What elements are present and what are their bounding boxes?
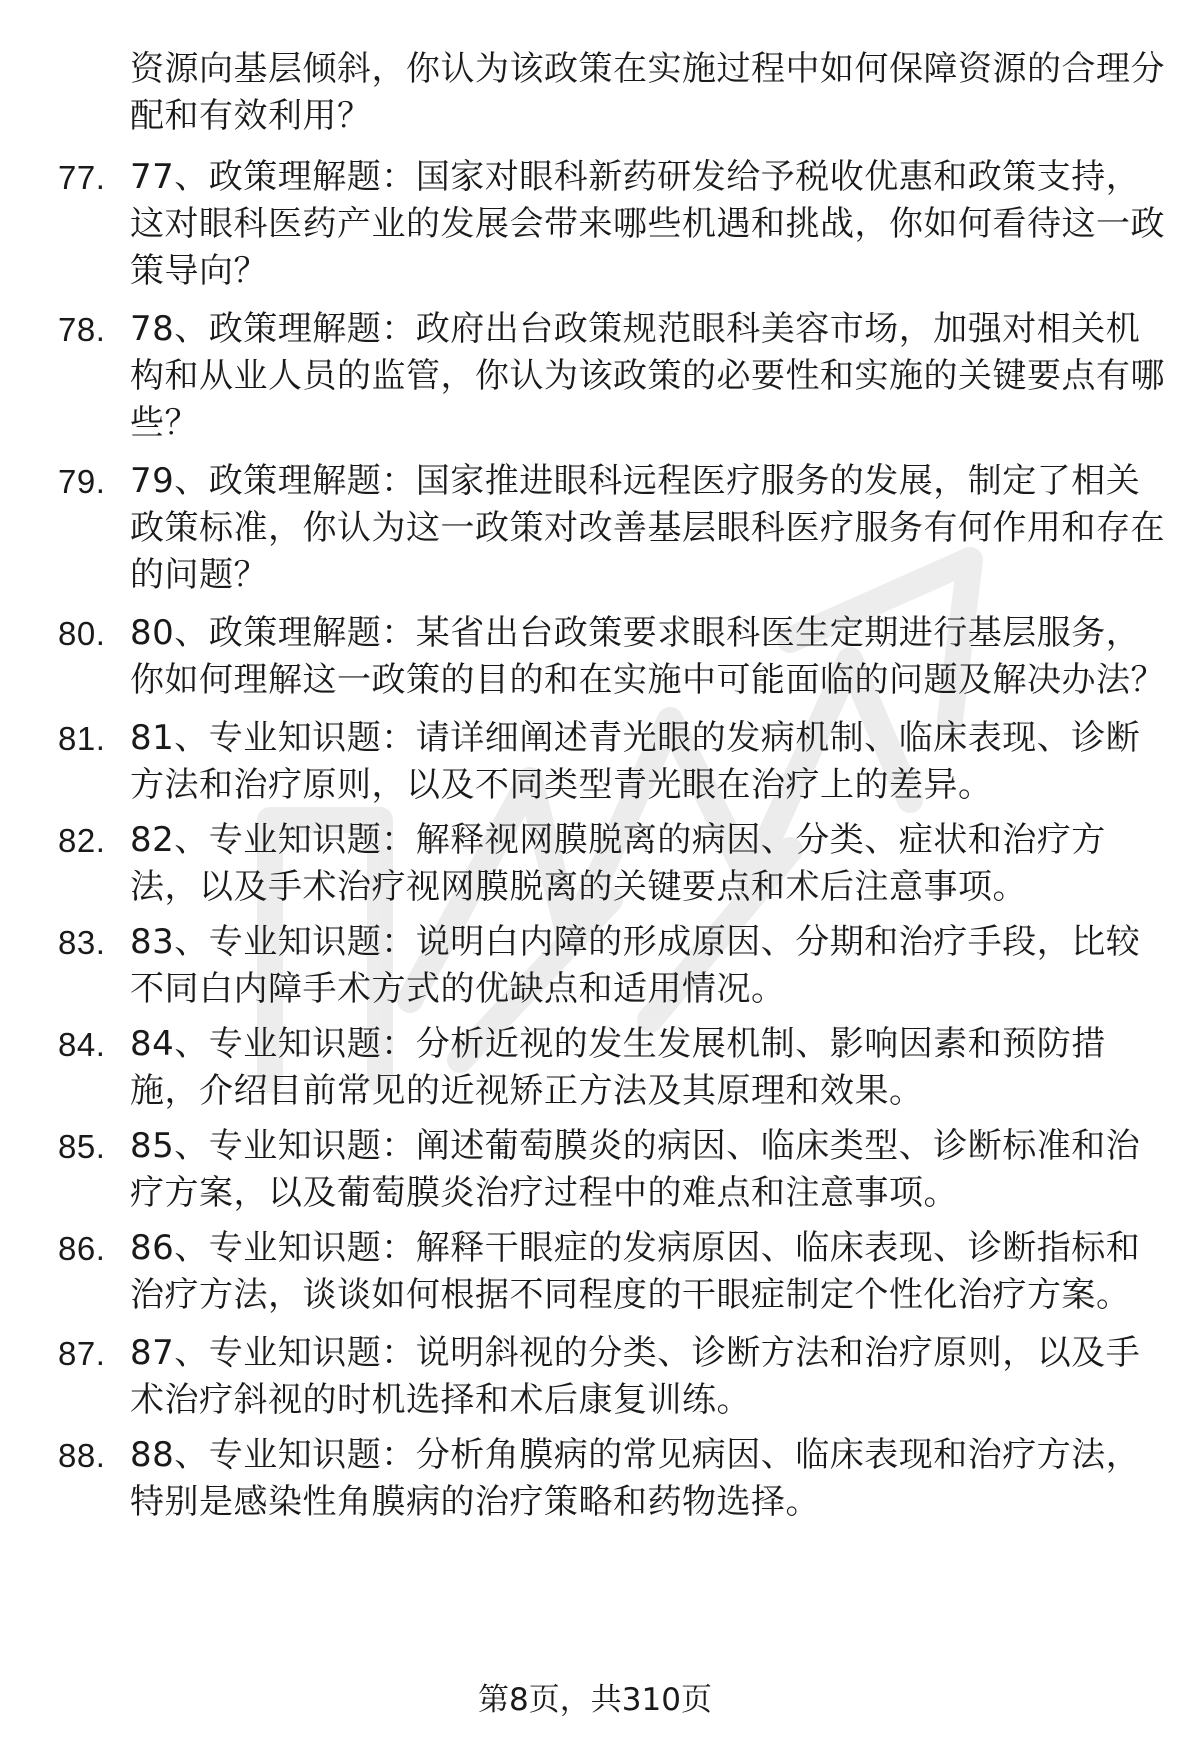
question-text: 82、专业知识题：解释视网膜脱离的病因、分类、症状和治疗方法，以及手术治疗视网膜脱离的关键要点和术后注意事项。 [130,820,1106,907]
question-number: 84. [58,1026,106,1063]
question-number: 79. [58,463,106,500]
question-number: 78. [58,311,106,348]
question-item [58,715,1170,809]
question-text: 81、专业知识题：请详细阐述青光眼的发病机制、临床表现、诊断方法和治疗原则，以及不同类型青光眼在治疗上的差异。 [130,718,1141,805]
question-text: 83、专业知识题：说明白内障的形成原因、分期和治疗手段，比较不同白内障手术方式的优缺点和适用情况。 [130,922,1141,1009]
question-text: 84、专业知识题：分析近视的发生发展机制、影响因素和预防措施，介绍目前常见的近视矫正方法及其原理和效果。 [130,1024,1106,1111]
question-item [58,1225,1170,1319]
question-list [58,154,1170,1534]
continued-question-text: 资源向基层倾斜，你认为该政策在实施过程中如何保障资源的合理分配和有效利用？ [130,49,1165,136]
question-text: 79、政策理解题：国家推进眼科远程医疗服务的发展，制定了相关政策标准，你认为这一政策对改善基层眼科医疗服务有何作用和存在的问题？ [130,461,1165,595]
question-text: 80、政策理解题：某省出台政策要求眼科医生定期进行基层服务，你如何理解这一政策的目的和在实施中可能面临的问题及解决办法？ [130,613,1165,700]
question-item [58,1432,1170,1526]
question-item [58,919,1170,1013]
question-number: 86. [58,1230,106,1267]
question-item [58,817,1170,911]
question-text: 86、专业知识题：解释干眼症的发病原因、临床表现、诊断指标和治疗方法，谈谈如何根据不同程度的干眼症制定个性化治疗方案。 [130,1228,1141,1315]
question-item [58,1330,1170,1424]
question-item [58,458,1170,599]
question-item [58,610,1170,704]
question-text: 77、政策理解题：国家对眼科新药研发给予税收优惠和政策支持，这对眼科医药产业的发展会带来哪些机遇和挑战，你如何看待这一政策导向？ [130,157,1165,291]
question-text: 78、政策理解题：政府出台政策规范眼科美容市场，加强对相关机构和从业人员的监管，你认为该政策的必要性和实施的关键要点有哪些？ [130,309,1165,443]
question-item [58,154,1170,295]
question-number: 88. [58,1437,106,1474]
question-text: 88、专业知识题：分析角膜病的常见病因、临床表现和治疗方法，特别是感染性角膜病的治疗策略和药物选择。 [130,1435,1141,1522]
question-text: 87、专业知识题：说明斜视的分类、诊断方法和治疗原则，以及手术治疗斜视的时机选择和术后康复训练。 [130,1333,1141,1420]
question-number: 85. [58,1128,106,1165]
question-number: 81. [58,720,106,757]
question-text: 85、专业知识题：阐述葡萄膜炎的病因、临床类型、诊断标准和治疗方案，以及葡萄膜炎治疗过程中的难点和注意事项。 [130,1126,1141,1213]
question-number: 80. [58,615,106,652]
question-number: 82. [58,822,106,859]
page-footer: 第8页，共310页 [478,1682,712,1718]
question-item [58,306,1170,447]
question-number: 87. [58,1335,106,1372]
question-item [58,1021,1170,1115]
question-number: 77. [58,159,106,196]
question-number: 83. [58,924,106,961]
question-item [58,1123,1170,1217]
